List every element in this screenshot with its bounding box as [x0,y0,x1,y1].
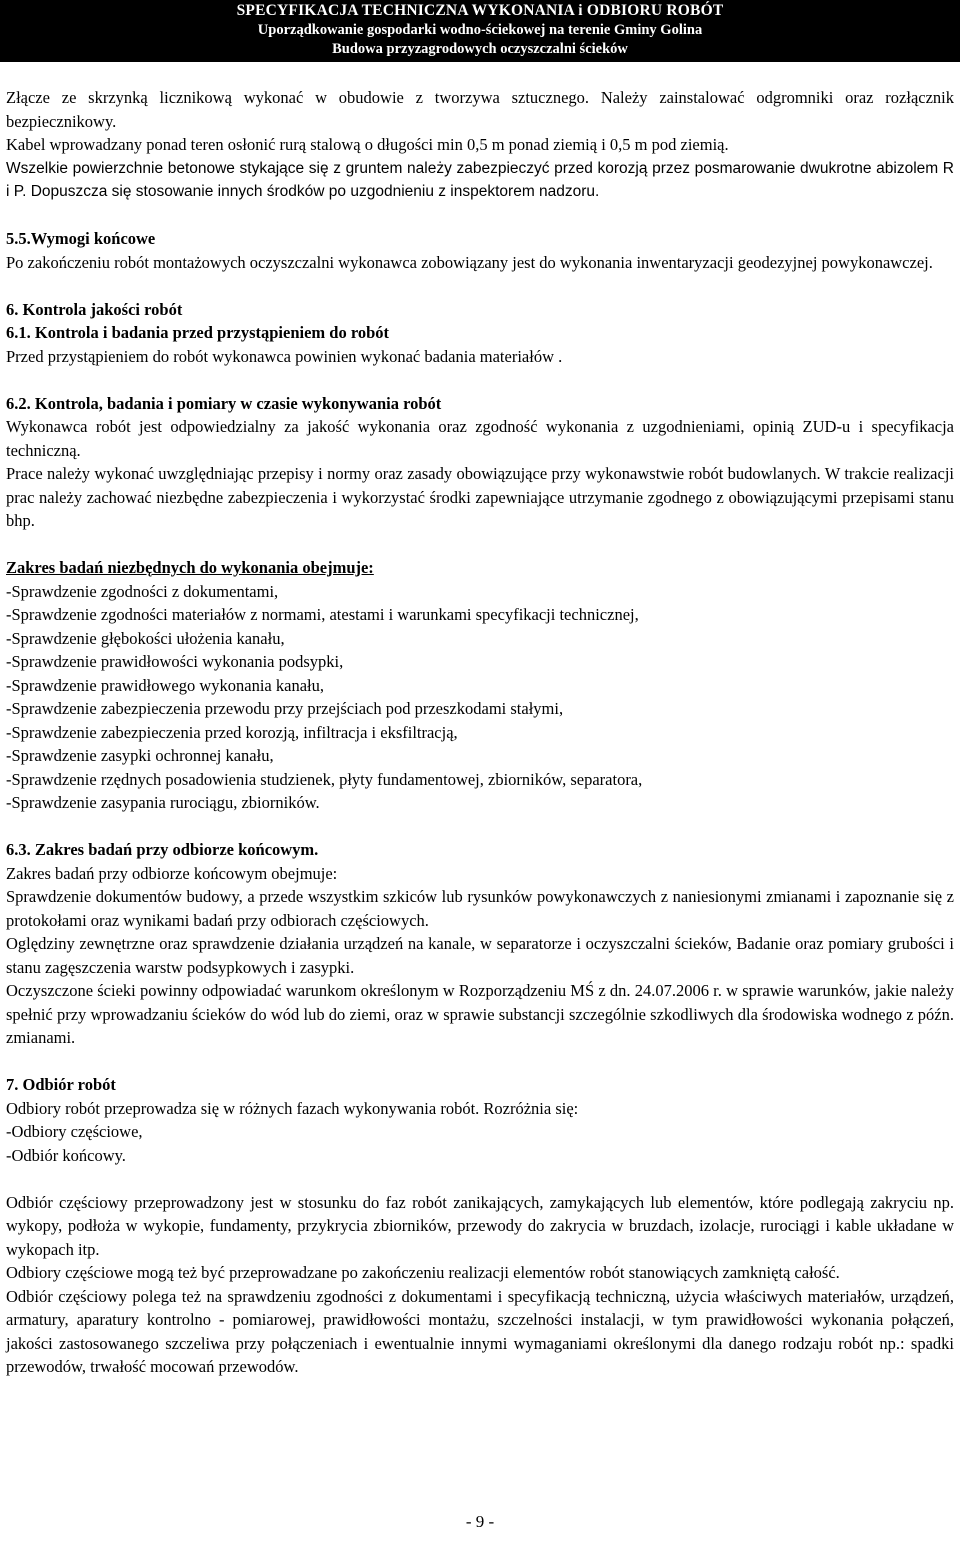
paragraph-6-3-intro: Zakres badań przy odbiorze końcowym obejmuje: [6,863,338,883]
list-item: -Sprawdzenie prawidłowego wykonania kanału, [6,675,324,695]
paragraph-7-4: Odbiór częściowy polega też na sprawdzeniu zgodności z dokumentami i specyfikacją techniczną, użycia właściwych materiałów, urządzeń, armatury, aparatury kontrolno - pomiarowej, prawidłowości montażu, szczelności instalacji, w tym prawidłowości wykonania połączeń, jakości zastosowanego szczeliwa przy połączeniach i ewentualnie innymi wymaganiami określonymi dla danego rodzaju robót np.: spadki przewodów, trwałość mocowań przewodów. [6,1286,954,1376]
heading-7: 7. Odbiór robót [6,1075,116,1094]
heading-6-2: 6.2. Kontrola, badania i pomiary w czasie wykonywania robót [6,393,442,413]
heading-6-1: 6.1. Kontrola i badania przed przystąpieniem do robót [6,323,390,342]
list-item: -Sprawdzenie zgodności materiałów z normami, atestami i warunkami specyfikacji technicznej, [6,605,639,624]
paragraph-7-2: Odbiór częściowy przeprowadzony jest w stosunku do faz robót zanikających, zamykających lub elementów, które podlegają zakryciu np. wykopy, podłoża w wykopie, fundamenty, przykrycia zbiorników, przewody do zakrycia w bruzdach, izolacje, rurociągi i kable układane w wykopach itp. [6,1192,954,1259]
paragraph-6-3-3: Oczyszczone ścieki powinny odpowiadać warunkom określonym w Rozporządzeniu MŚ z dn. 24.07.2006 r. w sprawie warunków, jakie należy spełnić przy wprowadzaniu ścieków do wód lub do ziemi, oraz w sprawie substancji szczególnie szkodliwych dla środowiska wodnego z późn. zmianami. [6,981,954,1047]
document-body [6,86,954,1379]
paragraph-6-3-1: Sprawdzenie dokumentów budowy, a przede wszystkim szkiców lub rysunków powykonawczych z naniesionymi zmianami i zapoznanie się z protokołami oraz wynikami badań przy odbiorach częściowych. [6,887,954,930]
list-item: -Sprawdzenie zabezpieczenia przed korozją, infiltracja i eksfiltracją, [6,722,458,742]
header-subproject: Budowa przyzagrodowych oczyszczalni ścieków [332,41,628,57]
paragraph-intro-1: Złącze ze skrzynką licznikową wykonać w obudowie z tworzywa sztucznego. Należy zainstalować odgromniki oraz rozłącznik bezpiecznikowy. [6,88,954,131]
list-item: -Odbiory częściowe, [6,1122,143,1141]
paragraph-7-1: Odbiory robót przeprowadza się w różnych fazach wykonywania robót. Rozróżnia się: [6,1098,579,1118]
list-item: -Sprawdzenie prawidłowości wykonania podsypki, [6,652,344,671]
heading-zakres-badan: Zakres badań niezbędnych do wykonania obejmuje: [6,558,374,577]
header-title: SPECYFIKACJA TECHNICZNA WYKONANIA i ODBIORU ROBÓT [236,2,724,19]
list-item: -Sprawdzenie zasypania rurociągu, zbiorników. [6,793,320,812]
heading-6-3: 6.3. Zakres badań przy odbiorze końcowym. [6,840,319,859]
list-item: -Odbiór końcowy. [6,1145,126,1165]
list-item: -Sprawdzenie zabezpieczenia przewodu przy przejściach pod przeszkodami stałymi, [6,699,564,718]
paragraph-6-3-2: Oględziny zewnętrzne oraz sprawdzenie działania urządzeń na kanale, w separatorze i oczyszczalni ścieków, Badanie oraz pomiary grubości i stanu zagęszczenia warstw podsypkowych i zasypki. [6,934,954,977]
paragraph-intro-2: Kabel wprowadzany ponad teren osłonić rurą stalową o długości min 0,5 m ponad ziemią i 0,5 m pod ziemią. [6,135,729,154]
paragraph-intro-3: Wszelkie powierzchnie betonowe stykające się z gruntem należy zabezpieczyć przed korozją przez posmarowanie dwukrotne abizolem R i P. Dopuszcza się stosowanie innych środków po uzgodnieniu z inspektorem nadzoru. [6,159,954,200]
paragraph-7-3: Odbiory częściowe mogą też być przeprowadzane po zakończeniu realizacji elementów robót stanowiących zamkniętą całość. [6,1263,840,1282]
document-header [0,0,960,62]
paragraph-6-2-1: Wykonawca robót jest odpowiedzialny za jakość wykonania oraz zgodność wykonania z uzgodnieniami, opinią ZUD-u i specyfikacja techniczną. [6,417,954,460]
header-project: Uporządkowanie gospodarki wodno-ściekowej na terenie Gminy Golina [257,22,703,38]
list-item: -Sprawdzenie zasypki ochronnej kanału, [6,746,274,765]
heading-6: 6. Kontrola jakości robót [6,299,183,319]
paragraph-6-1: Przed przystąpieniem do robót wykonawca powinien wykonać badania materiałów . [6,346,563,366]
paragraph-6-2-2: Prace należy wykonać uwzględniając przepisy i normy oraz zasady obowiązujące przy wykonawstwie robót budowlanych. W trakcie realizacji prac należy zachować niezbędne zabezpieczenia i wykorzystać środki zapewniające utrzymanie zgodnego z obowiązującymi przepisami stanu bhp. [6,464,954,530]
list-item: -Sprawdzenie zgodności z dokumentami, [6,581,279,601]
page-number: - 9 - [465,1512,495,1531]
list-item: -Sprawdzenie głębokości ułożenia kanału, [6,628,285,648]
paragraph-5-5: Po zakończeniu robót montażowych oczyszczalni wykonawca zobowiązany jest do wykonania inwentaryzacji geodezyjnej powykonawczej. [6,252,933,272]
list-item: -Sprawdzenie rzędnych posadowienia studzienek, płyty fundamentowej, zbiorników, separatora, [6,769,643,789]
heading-5-5: 5.5.Wymogi końcowe [6,229,156,248]
